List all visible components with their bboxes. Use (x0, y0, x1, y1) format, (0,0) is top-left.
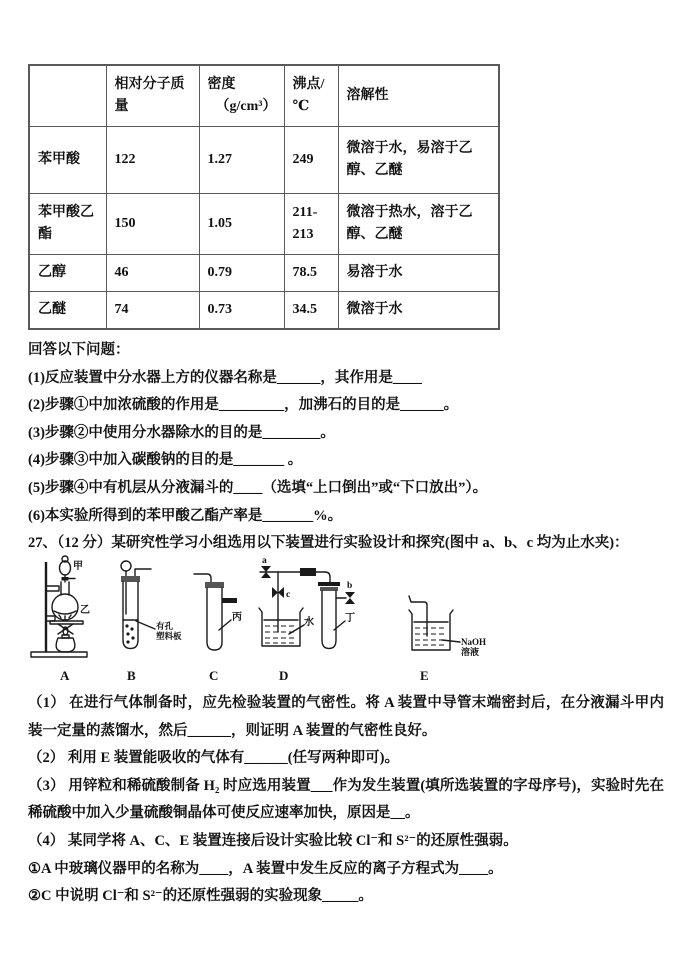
clamp-lower (46, 616, 55, 621)
q27-part-2: （2） 利用 E 装置能吸收的气体有______(任写两种即可)。 (28, 750, 399, 767)
stopper (205, 582, 224, 588)
apparatus-b-generator (121, 561, 182, 649)
iron-ring (50, 621, 83, 624)
apparatus-letter-labels (60, 668, 429, 683)
table-row: 乙醇 46 0.79 78.5 易溶于水 (29, 255, 499, 292)
pointer-line (219, 620, 231, 630)
label-A: A (60, 668, 70, 683)
label-E: E (420, 668, 429, 683)
header-boiling-point: 沸点/℃ (284, 65, 338, 127)
label-a: a (262, 556, 267, 566)
question-line-4: (4)步骤③中加入碳酸钠的目的是_______ 。 (28, 452, 303, 469)
thistle-funnel-icon (121, 561, 131, 571)
question-26-block (28, 337, 664, 558)
apparatus-d-setup (259, 556, 355, 649)
beaker (259, 608, 303, 646)
table-row: 乙醚 74 0.73 34.5 微溶于水 (29, 292, 499, 330)
properties-table (28, 64, 500, 330)
inlet-tube (194, 574, 211, 582)
stand-base (31, 652, 87, 657)
label-D: D (279, 668, 289, 683)
label-rongye: 溶液 (461, 647, 480, 657)
clamp-upper (46, 586, 59, 591)
header-molar-mass: 相对分子质量 (106, 65, 199, 127)
side-arm (135, 569, 151, 576)
question-line-1: (1)反应装置中分水器上方的仪器名称是______，其作用是____ (28, 369, 422, 386)
label-bing: 丙 (232, 612, 242, 623)
round-flask-icon (52, 582, 78, 620)
table-header-row (29, 65, 499, 127)
stopper-band-2 (320, 587, 338, 591)
label-B: B (127, 668, 136, 683)
question-line-6: (6)本实验所得到的苯甲酸乙酯产率是_______%。 (28, 507, 343, 524)
alcohol-lamp-icon (56, 627, 75, 652)
label-youkong: 有孔 (156, 621, 174, 631)
label-b: b (347, 581, 353, 591)
question-27-block (28, 690, 664, 911)
pointer-line (442, 640, 460, 642)
label-ding: 丁 (345, 613, 355, 624)
q27-part-1: （1） 在进行气体制备时，应先检验装置的气密性。将 A 装置中导管末端密封后，在分液漏斗甲内装一定量的蒸馏水，然后______，则证明 A 装置的气密性良好。 (28, 695, 664, 739)
header-solubility: 溶解性 (338, 65, 499, 127)
side-stub (222, 598, 237, 603)
answer-intro: 回答以下问题： (28, 342, 130, 358)
beaker (409, 610, 453, 650)
question-27-stem: 27、（12 分）某研究性学习小组选用以下装置进行实验设计和探究(图中 a、b、c 均为止水夹)： (28, 535, 629, 552)
apparatus-a-setup (31, 556, 90, 657)
stopper (121, 576, 140, 582)
label-yi: 乙 (80, 605, 90, 616)
header-density: 密度 （g/cm³） (199, 65, 284, 127)
apparatus-diagram (28, 554, 668, 688)
table-row: 苯甲酸乙酯 150 1.05 211-213 微溶于热水，溶于乙醇、乙醚 (29, 194, 499, 255)
q27-part-3: （3） 用锌粒和稀硫酸制备 H₂ 时应选用装置___作为发生装置(填所选装置的字母序号)，实验时先在稀硫酸中加入少量硫酸铜晶体可使反应速率加快，原因是__。 (28, 777, 664, 822)
test-tube (207, 588, 222, 650)
label-jia: 甲 (73, 561, 83, 572)
elbow (325, 572, 330, 582)
label-C: C (209, 668, 219, 683)
label-shui: 水 (304, 617, 314, 628)
rubber-connector (300, 568, 316, 576)
table-row: 苯甲酸 122 1.27 249 微溶于水，易溶于乙醇、乙醚 (29, 127, 499, 194)
q27-part-4: （4） 某同学将 A、C、E 装置连接后设计实验比较 Cl⁻和 S²⁻的还原性强弱。 (28, 832, 518, 849)
question-line-2: (2)步骤①中加浓硫酸的作用是_________，加沸石的目的是______。 (28, 397, 459, 414)
pointer-line (136, 621, 155, 629)
label-c: c (286, 590, 291, 600)
q27-part-4-2: ②C 中说明 Cl⁻和 S²⁻的还原性强弱的实验现象_____。 (28, 888, 373, 905)
test-tube-ding (322, 591, 336, 649)
label-suliaoban: 塑料板 (156, 631, 182, 641)
label-naoh: NaOH (461, 637, 487, 647)
test-tube (123, 582, 138, 649)
header-name (29, 65, 106, 127)
stopper-band-1 (318, 582, 340, 586)
clay-triangle (58, 624, 73, 634)
question-line-5: (5)步骤④中有机层从分液漏斗的____（选填“上口倒出”或“下口放出”）。 (28, 479, 488, 496)
q27-part-4-1: ①A 中玻璃仪器甲的名称为____，A 装置中发生反应的离子方程式为____。 (28, 860, 503, 877)
apparatus-e-beaker (409, 596, 486, 657)
apparatus-c-tube (194, 574, 242, 650)
question-line-3: (3)步骤②中使用分水器除水的目的是________。 (28, 424, 335, 441)
